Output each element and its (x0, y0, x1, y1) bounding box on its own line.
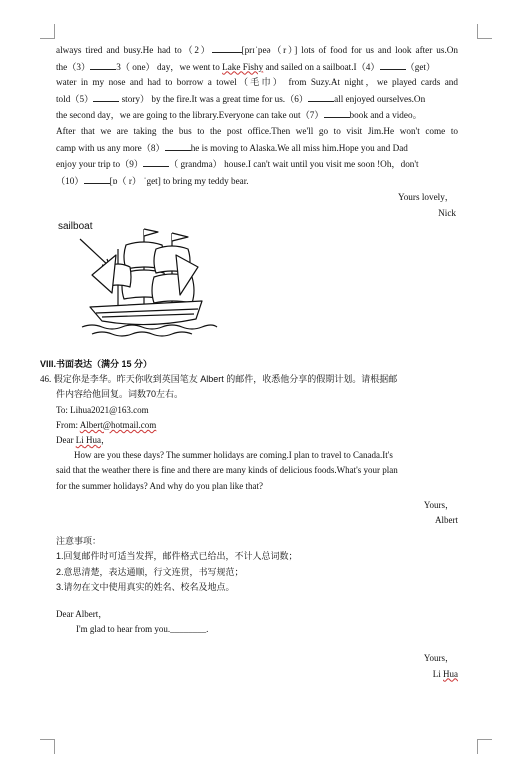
blank-2 (212, 42, 242, 53)
blank-6 (308, 91, 334, 102)
crop-mark-bottom-left (40, 739, 55, 754)
note-3: 3.请勿在文中使用真实的姓名、校名及地点。 (56, 581, 235, 592)
blank-3 (90, 59, 116, 70)
email-greeting: Dear Li Hua， (56, 435, 111, 446)
letter-line-2: the（3） 3（ one） day，we went to Lake Fishy and sailed on a sailboat.I（4） （get） (56, 59, 458, 76)
letter-line-3: water in my nose and had to borrow a towel（毛巾） from Suzy.At night，we played cards and (56, 77, 458, 88)
blank-10 (84, 173, 110, 184)
notes-title: 注意事项： (56, 536, 102, 547)
letter-line-7: camp with us any more（8） he is moving to Alaska.We all miss him.Hope you and Dad (56, 140, 458, 157)
blank-9 (143, 156, 169, 167)
reply-yours: Yours， (423, 653, 454, 664)
letter-line-5: the second day，we are going to the library.Everyone can take out（7） book and a video。 (56, 107, 458, 124)
reply-start: I'm glad to hear from you.________. (76, 624, 209, 635)
letter-line-4: told（5） story） by the fire.It was a great time for us.（6） all enjoyed ourselves.On (56, 91, 458, 108)
email-sign-yours: Yours， (423, 499, 454, 510)
sailboat-icon (52, 215, 232, 345)
letter-line-9: （10） [ɒ（ r） ˈget] to bring my teddy bear. (56, 173, 458, 190)
prompt-line-2: 件内容给他回复。词数70左右。 (56, 389, 184, 400)
section-title: VIII.书面表达（满分 15 分） (40, 359, 153, 369)
blank-4 (380, 59, 406, 70)
reply-name: Li Hua (432, 668, 458, 679)
letter-line-8: enjoy your trip to（9） （ grandma） house.I can't wait until you visit me soon !Oh，don't (56, 156, 458, 173)
letter-signature: Nick (438, 207, 456, 218)
letter-passage (56, 42, 458, 222)
email-from: From: Albert@hotmail.com (56, 419, 157, 430)
email-body-line-3: for the summer holidays? And why do you plan like that? (56, 480, 263, 491)
email-body-line-2: said that the weather there is fine and there are many kinds of delicious foods.What's your plan (56, 465, 398, 476)
note-1: 1.回复邮件时可适当发挥，邮件格式已给出，不计人总词数； (56, 551, 298, 562)
blank-8 (165, 140, 191, 151)
blank-5 (93, 91, 119, 102)
note-2: 2.意思清楚，表达通顺，行文连贯，书写规范； (56, 566, 244, 577)
writing-prompt (40, 372, 480, 387)
email-sign-name: Albert (435, 515, 458, 526)
crop-mark-top-left (40, 24, 55, 39)
question-number: 46. (40, 374, 52, 385)
letter-line-6: After that we are taking the bus to the post office.Then we'll go to visit Jim.He won't come to (56, 125, 458, 136)
crop-mark-top-right (477, 24, 492, 39)
blank-7 (324, 107, 350, 118)
email-to: To: Lihua2021@163.com (56, 404, 149, 415)
reply-greeting: Dear Albert， (56, 609, 108, 620)
letter-closing: Yours lovely， (398, 192, 454, 203)
letter-line-1: always tired and busy.He had to（2） [prɪˈpeə（r）] lots of food for us and look after us.On (56, 42, 458, 59)
sailboat-label: sailboat (58, 221, 93, 232)
writing-section (40, 357, 480, 682)
crop-mark-bottom-right (477, 739, 492, 754)
email-body-line-1: How are you these days? The summer holidays are coming.I plan to travel to Canada.It's (74, 450, 393, 461)
sailboat-picture (52, 215, 232, 345)
prompt-line-1: 假定你是李华。昨天你收到英国笔友 Albert 的邮件，收悉他分享的假期计划。请根据邮 (53, 374, 398, 385)
